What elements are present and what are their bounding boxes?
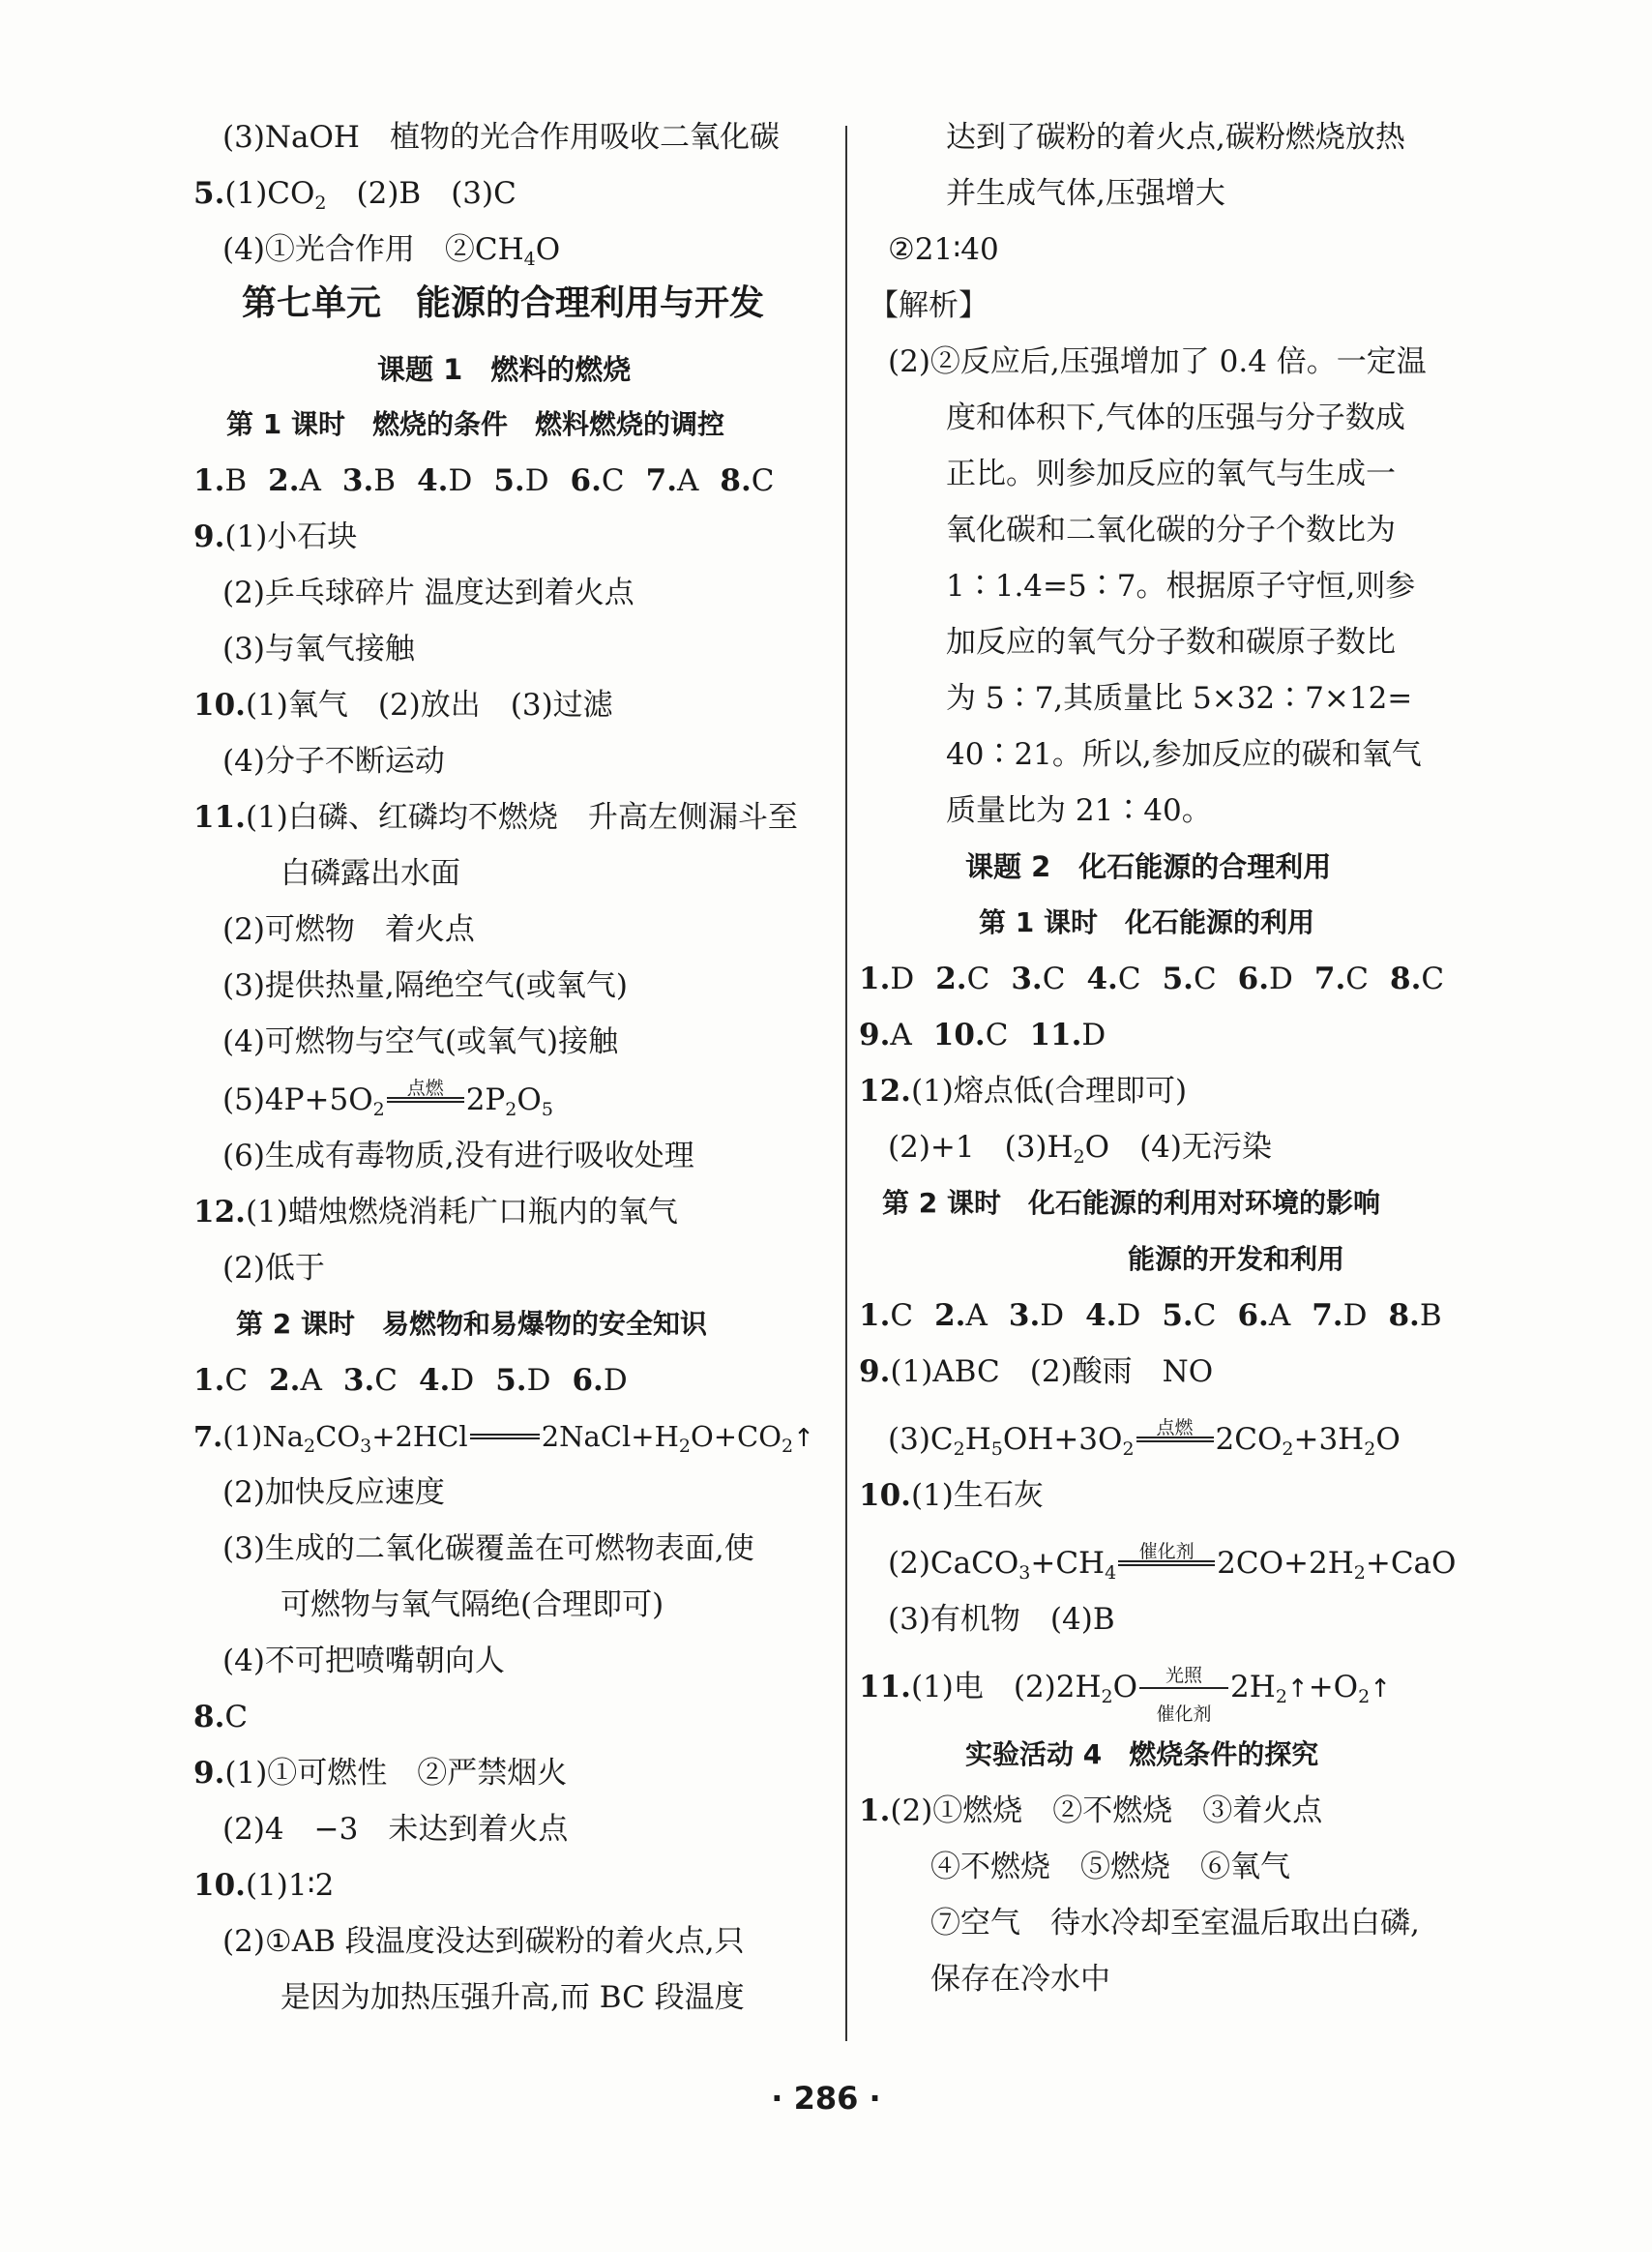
- choice-answer: [269, 1361, 322, 1400]
- topic-title: 课题 2 化石能源的合理利用: [965, 850, 1332, 883]
- choice-answer: [933, 1016, 1009, 1054]
- answer-letter: B: [373, 463, 397, 498]
- choice-answer: [343, 1361, 398, 1400]
- gas-arrow-icon: ↑: [793, 1424, 814, 1453]
- choice-answer: [1162, 1296, 1216, 1335]
- choice-answer: [495, 1361, 550, 1400]
- answer-line: 并生成气体,压强增大: [946, 176, 1225, 211]
- answer-line: 9.(1)ABC (2)酸雨 NO: [859, 1354, 1214, 1389]
- answer-line: (4)不可把喷嘴朝向人: [222, 1644, 505, 1678]
- question-number: 8.: [1390, 962, 1422, 996]
- question-number: 2.: [268, 463, 300, 498]
- answer-letter: D: [450, 1363, 475, 1398]
- answer-line: 保存在冷水中: [930, 1962, 1110, 1997]
- choice-answer: [1390, 960, 1444, 998]
- topic-title: 课题 1 燃料的燃烧: [377, 353, 632, 386]
- answer-letter: C: [1421, 962, 1445, 996]
- answer-letter: A: [965, 1298, 988, 1333]
- analysis-line: 度和体积下,气体的压强与分子数成: [946, 400, 1405, 435]
- question-number: 5.: [495, 1363, 527, 1398]
- analysis-line: 为 5∶7,其质量比 5×32∶7×12=: [946, 681, 1413, 716]
- choice-answers: [193, 461, 796, 500]
- answer-letter: C: [601, 463, 625, 498]
- analysis-line: 加反应的氧气分子数和碳原子数比: [946, 625, 1396, 660]
- question-number: 3.: [342, 1363, 375, 1398]
- chemical-equation: $7.(1)Na_2CO_3+2HCl$ $2NaCl+H_2O+CO_2↑$: [193, 1420, 814, 1457]
- choice-answer: [493, 461, 548, 500]
- answer-letter: A: [1268, 1298, 1291, 1333]
- chemical-equation: 11.(1)电 $(2)2H_2O$ 光照 催化剂 $2H_2↑+O_2↑$: [859, 1665, 1391, 1725]
- answer-letter: D: [1342, 1298, 1368, 1333]
- choice-answer: [417, 461, 472, 500]
- answer-letter: D: [526, 1363, 551, 1398]
- question-number: 2.: [934, 1298, 966, 1333]
- question-number: 1.: [859, 1298, 891, 1333]
- chemical-equation: $(3)C_2H_5OH+3O_2$ 点燃 $2CO_2+3H_2O$: [888, 1417, 1401, 1460]
- choice-answer: [935, 960, 989, 998]
- answer-line: (3)提供热量,隔绝空气(或氧气): [222, 968, 628, 1003]
- question-number: 9.: [859, 1018, 891, 1052]
- question-number: 6.: [570, 463, 602, 498]
- question-number: 4.: [418, 1363, 451, 1398]
- question-number: 6.: [572, 1363, 604, 1398]
- choice-answer: [1163, 960, 1217, 998]
- question-number: 10.: [932, 1018, 986, 1052]
- choice-answer: [1388, 1296, 1441, 1335]
- question-number: 2.: [269, 1363, 301, 1398]
- lesson-title: 第 2 课时 易燃物和易爆物的安全知识: [236, 1308, 707, 1340]
- question-number: 7.: [1312, 1298, 1343, 1333]
- question-number: 7.: [1313, 962, 1346, 996]
- question-number: 4.: [417, 463, 449, 498]
- answer-line: 10.(1)氧气 (2)放出 (3)过滤: [193, 688, 613, 723]
- lesson-title: 第 1 课时 燃烧的条件 燃料燃烧的调控: [226, 408, 724, 440]
- activity-title: 实验活动 4 燃烧条件的探究: [965, 1738, 1319, 1770]
- answer-letter: C: [985, 1018, 1009, 1052]
- choice-answer: [1029, 1016, 1106, 1054]
- answer-line: 12.(1)蜡烛燃烧消耗广口瓶内的氧气: [193, 1195, 678, 1230]
- answer-line: (2)可燃物 着火点: [222, 912, 475, 947]
- chemical-equation: $(5)4P+5O_2$ 点燃 $2P_2O_5$: [222, 1078, 553, 1120]
- choice-answers: [859, 960, 1465, 998]
- choice-answers: [859, 1296, 1463, 1335]
- answer-line: (4)分子不断运动: [222, 744, 445, 779]
- answer-line: 12.(1)熔点低(合理即可): [859, 1074, 1188, 1109]
- choice-answer: [720, 461, 774, 500]
- choice-answer: [1009, 1296, 1064, 1335]
- choice-answer: [419, 1361, 474, 1400]
- answer-letter: D: [1269, 962, 1293, 996]
- answer-letter: C: [1193, 962, 1217, 996]
- answer-line: 1.(2)①燃烧 ②不燃烧 ③着火点: [859, 1793, 1323, 1828]
- analysis-line: 40∶21。所以,参加反应的碳和氧气: [946, 737, 1422, 772]
- answer-line: 可燃物与氧气隔绝(合理即可): [280, 1587, 664, 1622]
- choice-answer: [1314, 960, 1369, 998]
- answer-letter: D: [890, 962, 915, 996]
- answer-line: 8.C: [193, 1700, 249, 1734]
- answer-letter: D: [1116, 1298, 1141, 1333]
- answer-line: (6)生成有毒物质,没有进行吸收处理: [222, 1139, 694, 1173]
- answer-letter: D: [1081, 1018, 1106, 1052]
- answer-letter: B: [1419, 1298, 1442, 1333]
- choice-answer: [342, 461, 396, 500]
- choice-answer: [1238, 960, 1293, 998]
- answer-letter: D: [524, 463, 549, 498]
- answer-line: (2)4 −3 未达到着火点: [222, 1812, 569, 1847]
- answer-line: (2)加快反应速度: [222, 1475, 445, 1510]
- question-number: 3.: [1008, 1298, 1041, 1333]
- analysis-line: 1∶1.4=5∶7。根据原子守恒,则参: [946, 569, 1416, 604]
- answer-line: 达到了碳粉的着火点,碳粉燃烧放热: [946, 120, 1405, 155]
- answer-line: 9.(1)①可燃性 ②严禁烟火: [193, 1756, 568, 1791]
- question-number: 4.: [1085, 1298, 1117, 1333]
- analysis-line: (2)②反应后,压强增加了 0.4 倍。一定温: [888, 344, 1427, 379]
- answer-letter: C: [1042, 962, 1066, 996]
- answer-letter: C: [1117, 962, 1141, 996]
- answer-line: (2)①AB 段温度没达到碳粉的着火点,只: [222, 1924, 745, 1959]
- answer-line: ⑦空气 待水冷却至室温后取出白磷,: [930, 1906, 1420, 1941]
- choice-answer: [934, 1296, 988, 1335]
- answer-line: 11.(1)白磷、红磷均不燃烧 升高左侧漏斗至: [193, 800, 798, 835]
- answer-letter: D: [603, 1363, 628, 1398]
- question-number: 6.: [1237, 1298, 1269, 1333]
- answer-letter: C: [751, 463, 775, 498]
- answer-line: 10.(1)生石灰: [859, 1478, 1044, 1513]
- answer-letter: C: [374, 1363, 398, 1398]
- choice-answer: [1011, 960, 1065, 998]
- choice-answer: [193, 1361, 248, 1400]
- question-number: 5.: [493, 463, 525, 498]
- answer-letter: D: [448, 463, 473, 498]
- page-number: · 286 ·: [771, 2080, 881, 2117]
- choice-answer: [646, 461, 699, 500]
- question-number: 5.: [1162, 962, 1194, 996]
- answer-line: (3)与氧气接触: [222, 632, 415, 667]
- choice-answer: [1312, 1296, 1367, 1335]
- answer-line: ②21∶40: [888, 232, 999, 267]
- question-number: 8.: [1388, 1298, 1420, 1333]
- question-number: 3.: [1011, 962, 1043, 996]
- answer-letter: B: [224, 463, 248, 498]
- answer-line: 9.(1)小石块: [193, 519, 358, 554]
- question-number: 1.: [193, 463, 225, 498]
- answer-line: 白磷露出水面: [280, 856, 460, 891]
- question-number: 8.: [720, 463, 752, 498]
- question-number: 6.: [1237, 962, 1270, 996]
- answer-letter: D: [1040, 1298, 1065, 1333]
- answer-line: 10.(1)1∶2: [193, 1868, 335, 1903]
- analysis-line: 质量比为 21∶40。: [946, 793, 1212, 828]
- choice-answer: [193, 461, 247, 500]
- choice-answer: [859, 1016, 912, 1054]
- lesson-title: 第 2 课时 化石能源的利用对环境的影响: [882, 1187, 1380, 1219]
- choice-answer: [1086, 960, 1140, 998]
- answer-letter: C: [1345, 962, 1370, 996]
- choice-answer: [1085, 1296, 1140, 1335]
- answer-line: $5.(1)CO_2$ (2)B (3)C: [193, 176, 516, 214]
- question-number: 4.: [1086, 962, 1118, 996]
- chemical-equation: $(2)CaCO_3+CH_4$ 催化剂 $2CO+2H_2+CaO$: [888, 1541, 1457, 1584]
- answer-letter: A: [299, 463, 321, 498]
- analysis-line: 正比。则参加反应的氧气与生成一: [946, 457, 1396, 491]
- gas-arrow-icon: ↑: [1370, 1674, 1391, 1704]
- answer-letter: A: [890, 1018, 912, 1052]
- answer-line: (3)有机物 (4)B: [888, 1602, 1115, 1637]
- choice-answer: [859, 960, 914, 998]
- choice-answer: [1237, 1296, 1290, 1335]
- choice-answers: [193, 1361, 649, 1400]
- question-number: 2.: [935, 962, 967, 996]
- answer-line: (4)①光合作用 $②CH_4O$: [222, 232, 561, 270]
- choice-answer: [571, 461, 625, 500]
- answer-line: (2)乒乓球碎片 温度达到着火点: [222, 576, 634, 610]
- lesson-title: 能源的开发和利用: [1128, 1243, 1345, 1275]
- answer-line: (4)可燃物与空气(或氧气)接触: [222, 1024, 619, 1059]
- answer-line: (2)低于: [222, 1251, 325, 1286]
- unit-title: 第七单元 能源的合理利用与开发: [242, 283, 765, 323]
- question-number: 5.: [1162, 1298, 1194, 1333]
- question-number: 1.: [859, 962, 891, 996]
- column-divider: [845, 126, 847, 2041]
- answer-letter: C: [966, 962, 990, 996]
- choice-answer: [859, 1296, 913, 1335]
- question-number: 3.: [341, 463, 374, 498]
- answer-letter: C: [1193, 1298, 1217, 1333]
- question-number: 1.: [193, 1363, 225, 1398]
- question-number: 11.: [1029, 1018, 1082, 1052]
- answer-letter: C: [224, 1363, 249, 1398]
- question-number: 7.: [645, 463, 678, 498]
- answer-letter: A: [677, 463, 699, 498]
- answer-letter: C: [890, 1298, 914, 1333]
- answer-line: (2)+1 $(3)H_2O$ (4)无污染: [888, 1130, 1272, 1168]
- choice-answer: [268, 461, 321, 500]
- choice-answer: [572, 1361, 627, 1400]
- analysis-line: 氧化碳和二氧化碳的分子个数比为: [946, 513, 1396, 548]
- answer-line: (3)生成的二氧化碳覆盖在可燃物表面,使: [222, 1531, 754, 1566]
- analysis-heading: 【解析】: [869, 288, 988, 323]
- answer-letter: A: [300, 1363, 322, 1398]
- lesson-title: 第 1 课时 化石能源的利用: [979, 906, 1314, 938]
- gas-arrow-icon: ↑: [1286, 1674, 1309, 1704]
- answer-line: ④不燃烧 ⑤燃烧 ⑥氧气: [930, 1850, 1290, 1884]
- answer-line: 是因为加热压强升高,而 BC 段温度: [280, 1980, 745, 2015]
- answer-line: (3)NaOH 植物的光合作用吸收二氧化碳: [222, 120, 780, 155]
- choice-answers: [859, 1016, 1127, 1054]
